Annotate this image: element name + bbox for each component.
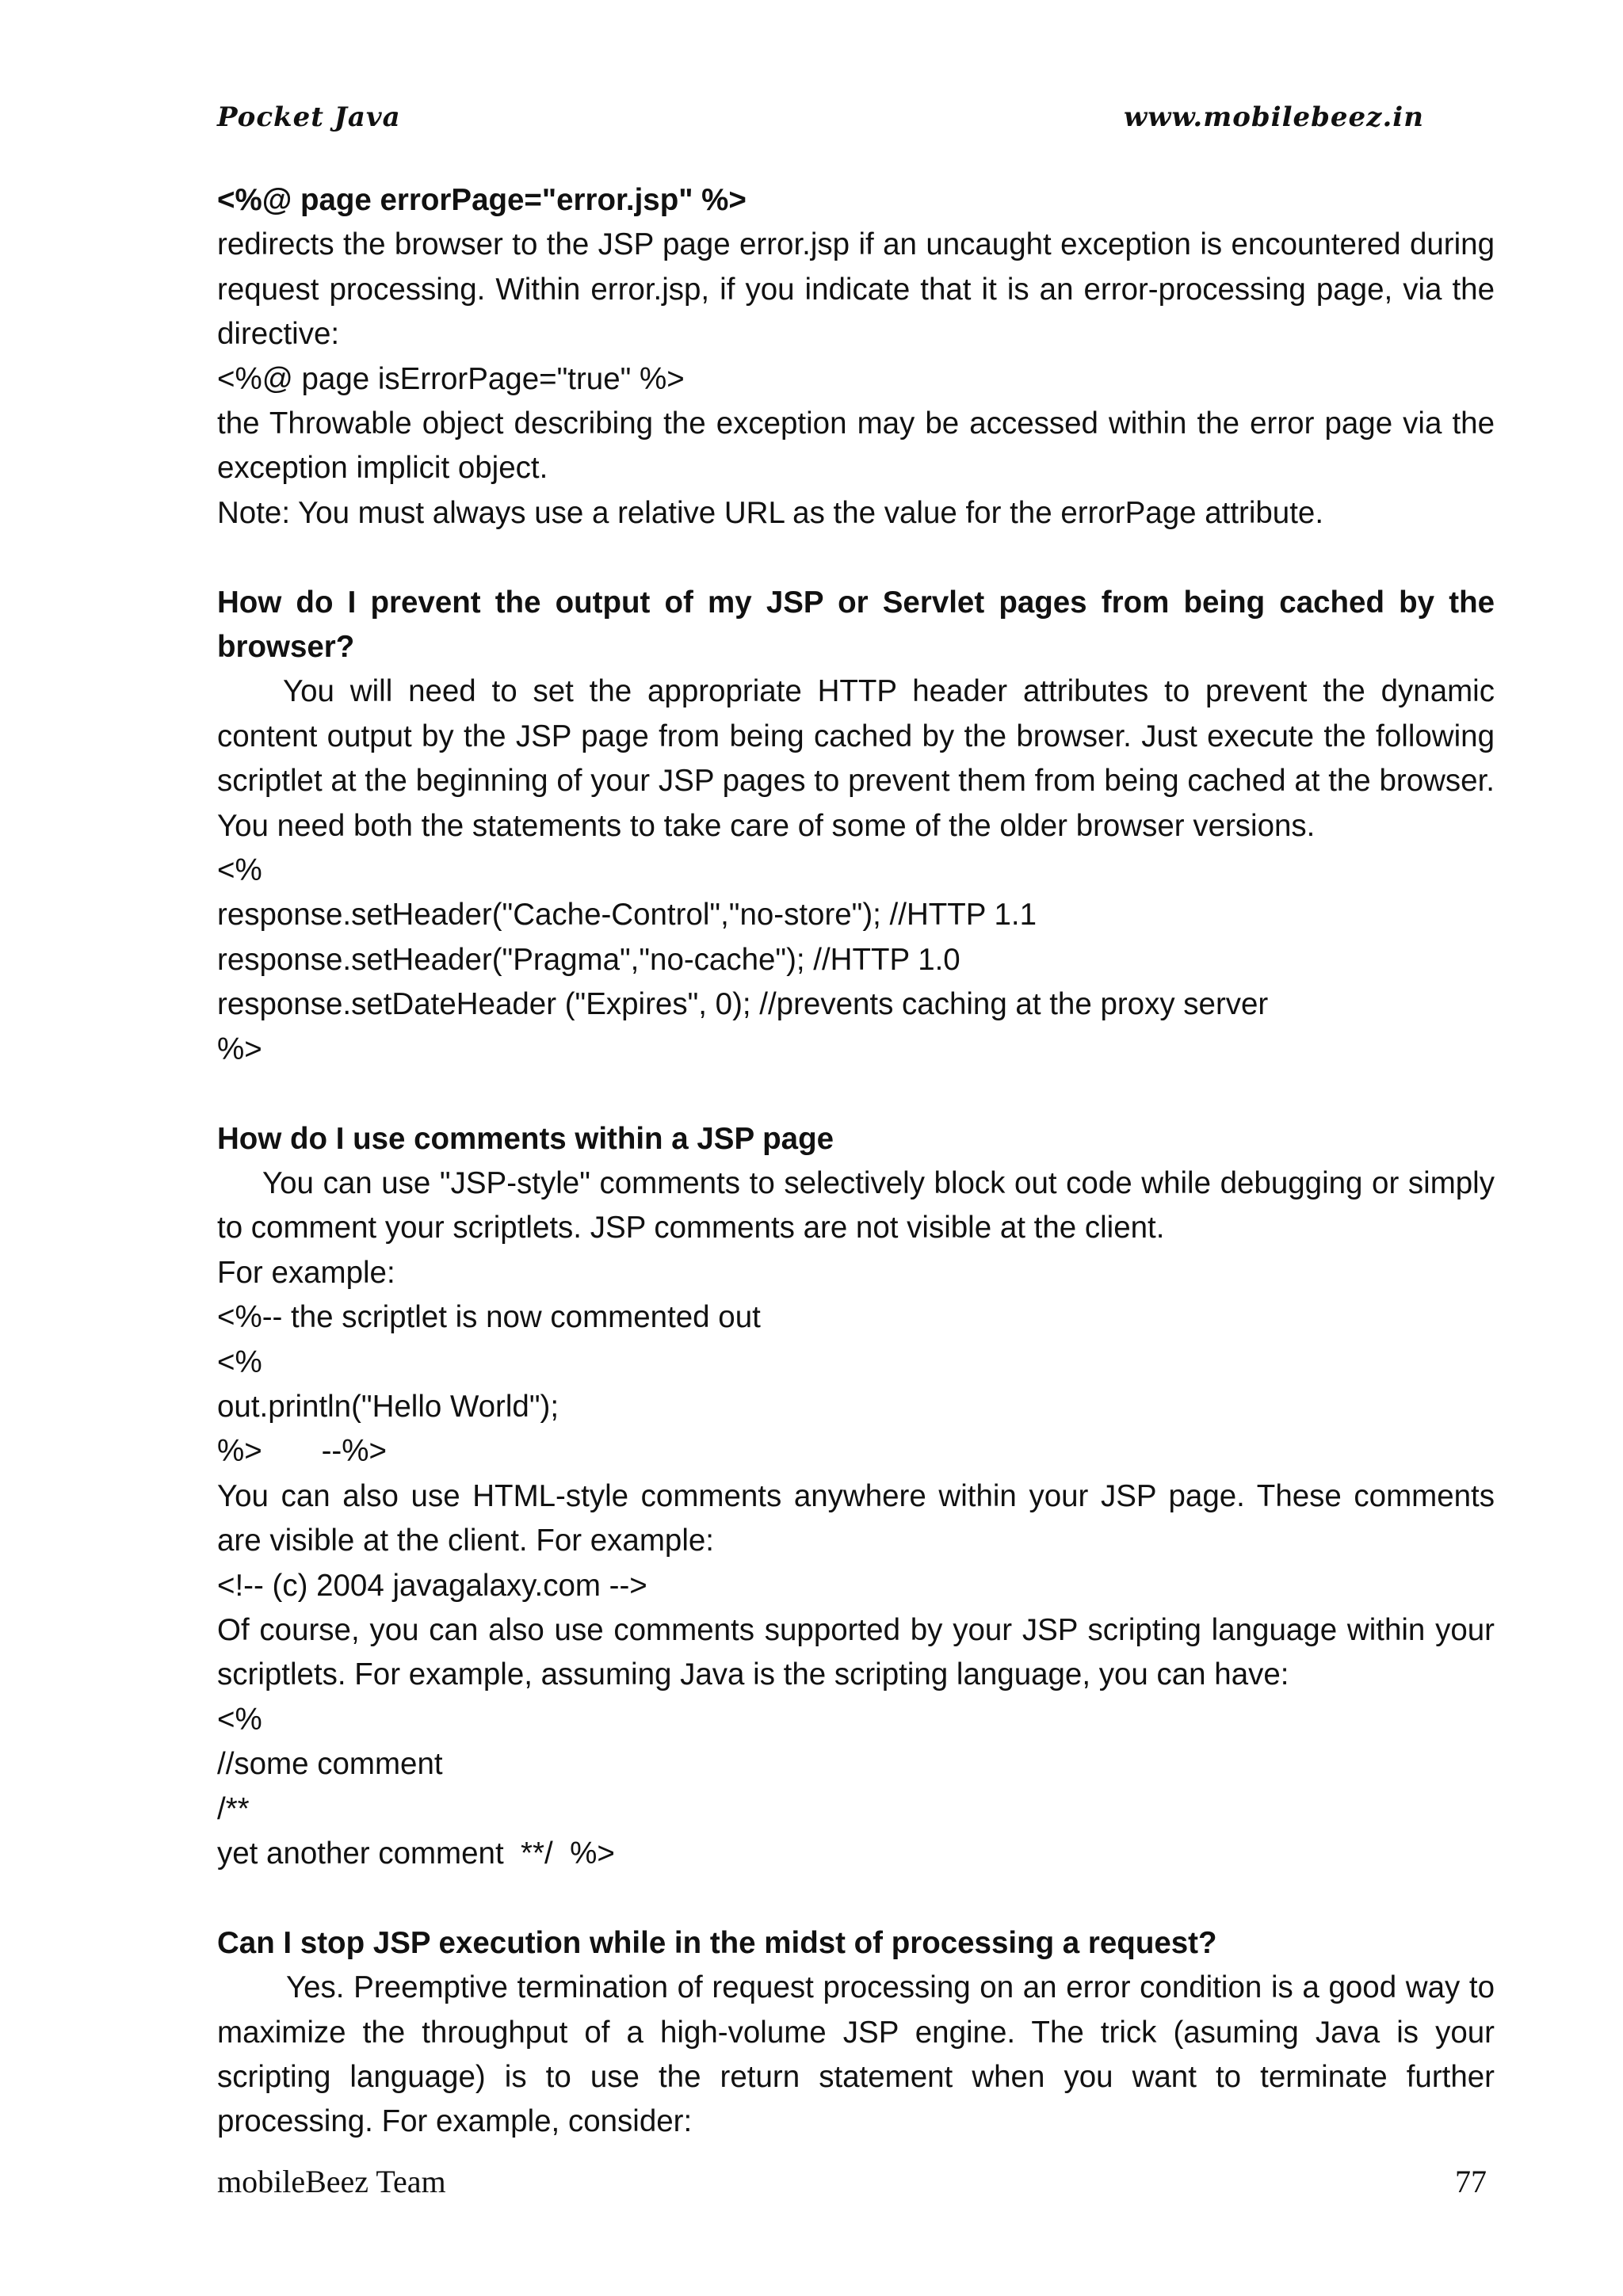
text-line: response.setHeader("Pragma","no-cache"); //HTTP 1.0 (217, 942, 960, 977)
blank-line (217, 536, 1495, 580)
text-line: <% (217, 1702, 262, 1737)
page-body (217, 178, 1495, 2145)
page-number: 77 (1455, 2164, 1487, 2199)
paragraph: Yes. Preemptive termination of request processing on an error condition is a good way to maximize the throughput of a high-volume JSP engine. The trick (asuming Java is your scripting language) is to use the return statement when you want to terminate further processing. For example, consider: (217, 1970, 1495, 2139)
paragraph: Of course, you can also use comments supported by your JSP scripting language within your scriptlets. For example, assuming Java is the scripting language, you can have: (217, 1612, 1495, 1692)
blank-line (217, 1072, 1495, 1116)
running-header-title: Pocket Java (217, 101, 401, 133)
paragraph: the Throwable object describing the exception may be accessed within the error page via the exception implicit object. (217, 406, 1495, 486)
text-line: <% (217, 1344, 262, 1379)
paragraph: You can use "JSP-style" comments to selectively block out code while debugging or simply to comment your scriptlets. JSP comments are not visible at the client. (217, 1165, 1495, 1245)
paragraph: You will need to set the appropriate HTTP header attributes to prevent the dynamic content output by the JSP page from being cached by the browser. Just execute the following scriptlet at the beginning of your JSP pages to prevent them from being cached at the browser. You need both the statements to take care of some of the older browser versions. (217, 674, 1495, 843)
text-line: <%-- the scriptlet is now commented out (217, 1300, 761, 1335)
text-line: response.setHeader("Cache-Control","no-store"); //HTTP 1.1 (217, 898, 1037, 933)
section-heading: <%@ page errorPage="error.jsp" %> (217, 183, 747, 217)
text-line: %> --%> (217, 1434, 387, 1469)
text-line: <%@ page isErrorPage="true" %> (217, 361, 685, 396)
text-line: Note: You must always use a relative URL as the value for the errorPage attribute. (217, 495, 1324, 530)
text-line: /** (217, 1791, 250, 1826)
text-line: <% (217, 853, 262, 888)
text-line: yet another comment **/ %> (217, 1836, 615, 1871)
text-line: For example: (217, 1255, 395, 1290)
text-line: //some comment (217, 1747, 443, 1782)
text-line: <!-- (c) 2004 javagalaxy.com --> (217, 1568, 647, 1603)
text-line: %> (217, 1032, 262, 1066)
section-heading: How do I use comments within a JSP page (217, 1121, 834, 1156)
paragraph: redirects the browser to the JSP page error.jsp if an uncaught exception is encountered during request processing. Within error.jsp, if you indicate that it is an error-processing page, via the directive: (217, 227, 1495, 352)
running-header-url: www.mobilebeez.in (1124, 101, 1424, 133)
text-line: response.setDateHeader ("Expires", 0); //prevents caching at the proxy server (217, 987, 1269, 1022)
section-heading: Can I stop JSP execution while in the midst of processing a request? (217, 1925, 1217, 1960)
section-heading: How do I prevent the output of my JSP or Servlet pages from being cached by the browser? (217, 585, 1495, 665)
text-line: out.println("Hello World"); (217, 1389, 559, 1424)
footer-team: mobileBeez Team (217, 2164, 446, 2199)
paragraph: You can also use HTML-style comments anywhere within your JSP page. These comments are visible at the client. For example: (217, 1478, 1495, 1558)
blank-line (217, 1876, 1495, 1920)
